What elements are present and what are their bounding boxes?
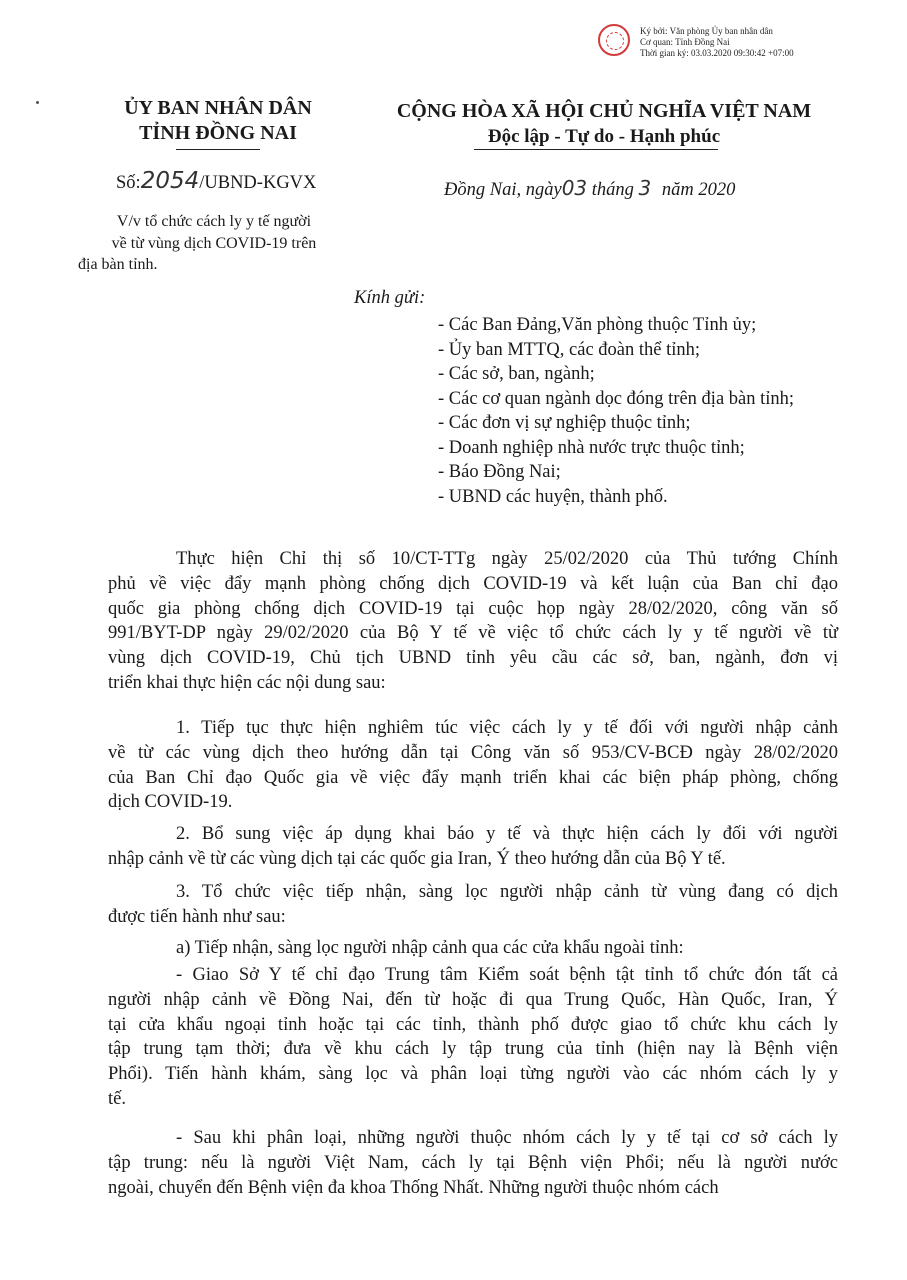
recipient-item: - Các đơn vị sự nghiệp thuộc tỉnh; — [438, 413, 691, 433]
item-3a-paragraph-2 — [108, 1126, 838, 1200]
signature-seal-icon — [598, 24, 630, 56]
text-line: 991/BYT-DP ngày 29/02/2020 của Bộ Y tế về việc tổ chức cách ly y tế người về từ — [108, 623, 838, 644]
text-line: của Ban Chỉ đạo Quốc gia về việc đẩy mạnh triển khai các biện pháp phòng, chống — [108, 767, 838, 788]
text-line: Thực hiện Chỉ thị số 10/CT-TTg ngày 25/02/2020 của Thủ tướng Chính — [176, 549, 838, 569]
signature-time: Thời gian ký: 03.03.2020 09:30:42 +07:00 — [640, 48, 794, 58]
text-line: nhập cảnh về từ các vùng dịch tại các quốc gia Iran, Ý theo hướng dẫn của Bộ Y tế. — [108, 848, 726, 869]
subject-line-1: V/v tổ chức cách ly y tế người — [116, 213, 312, 230]
document-date — [444, 176, 735, 201]
text-line: dịch COVID-19. — [108, 792, 233, 813]
org-line-2: TỈNH ĐỒNG NAI — [139, 122, 297, 144]
text-line: tập trung: nếu là người Việt Nam, cách ly tại Bệnh viện Phổi; nếu là người nước — [108, 1152, 838, 1173]
text-line: được tiến hành như sau: — [108, 906, 286, 927]
text-line: người nhập cảnh về Đồng Nai, đến từ hoặc đi qua Trung Quốc, Hàn Quốc, Iran, Ý — [108, 989, 838, 1010]
recipient-item: - Các Ban Đảng,Văn phòng thuộc Tỉnh ủy; — [438, 315, 757, 335]
number-suffix: /UBND-KGVX — [199, 173, 317, 193]
intro-paragraph — [108, 547, 838, 696]
date-place: Đồng Nai, ngày — [444, 180, 562, 200]
text-line: tại cửa khẩu ngoại tỉnh hoặc tại các tỉnh, thành phố được giao tổ chức khu cách ly — [108, 1014, 838, 1035]
text-line: 2. Bổ sung việc áp dụng khai báo y tế và thực hiện cách ly đối với người — [176, 824, 838, 844]
item-3a-heading — [108, 936, 838, 961]
text-line: tập trung tạm thời; đưa về khu cách ly tập trung của tỉnh (hiện nay là Bệnh viện — [108, 1039, 838, 1060]
recipient-item: - Ủy ban MTTQ, các đoàn thể tỉnh; — [438, 339, 701, 360]
document-subject — [74, 211, 354, 276]
text-line: 3. Tổ chức việc tiếp nhận, sàng lọc người nhập cảnh từ vùng đang có dịch — [176, 882, 838, 902]
date-year: năm 2020 — [661, 180, 736, 200]
text-line: quốc gia phòng chống dịch COVID-19 tại cuộc họp ngày 28/02/2020, công văn số — [108, 598, 838, 619]
text-line: 1. Tiếp tục thực hiện nghiêm túc việc cách ly y tế đối với người nhập cảnh — [176, 718, 838, 738]
subject-line-2: về từ vùng dịch COVID-19 trên — [111, 234, 317, 252]
recipient-item: - Các cơ quan ngành dọc đóng trên địa bàn tỉnh; — [438, 388, 795, 409]
text-line: Phổi). Tiến hành khám, sàng lọc và phân loại từng người vào các nhóm cách ly y — [108, 1064, 838, 1085]
text-line: phủ về việc đẩy mạnh phòng chống dịch COVID-19 và kết luận của Ban chỉ đạo — [108, 573, 838, 594]
nation-name: CỘNG HÒA XÃ HỘI CHỦ NGHĨA VIỆT NAM — [396, 100, 812, 122]
signed-by: Ký bởi: Văn phòng Ủy ban nhân dân — [640, 26, 773, 36]
org-underline — [176, 149, 260, 150]
national-title — [364, 98, 844, 150]
text-line: vùng dịch COVID-19, Chủ tịch UBND tỉnh yêu cầu các sở, ban, ngành, đơn vị — [108, 648, 838, 669]
text-line: về từ các vùng dịch theo hướng dẫn tại Công văn số 953/CV-BCĐ ngày 28/02/2020 — [108, 742, 838, 763]
text-line: a) Tiếp nhận, sàng lọc người nhập cảnh qua các cửa khẩu ngoài tỉnh: — [176, 938, 684, 958]
scan-speck — [36, 101, 39, 104]
text-line: - Sau khi phân loại, những người thuộc nhóm cách ly y tế tại cơ sở cách ly — [176, 1128, 838, 1148]
recipient-item: - Doanh nghiệp nhà nước trực thuộc tỉnh; — [438, 437, 745, 458]
subject-line-3: địa bàn tỉnh. — [78, 256, 158, 273]
recipient-item: - Các sở, ban, ngành; — [438, 364, 595, 384]
recipients-label: Kính gửi: — [354, 288, 426, 308]
digital-signature-info — [640, 26, 794, 59]
text-line: ngoài, chuyển đến Bệnh viện đa khoa Thống Nhất. Những người thuộc nhóm cách — [108, 1177, 719, 1198]
number-prefix: Số: — [116, 173, 141, 193]
item-2-paragraph — [108, 822, 838, 872]
date-month-handwritten: 3 — [638, 176, 652, 200]
recipient-item: - Báo Đồng Nai; — [438, 462, 561, 482]
number-handwritten: 2054 — [140, 168, 200, 194]
issuing-organization — [98, 96, 338, 146]
text-line: tế. — [108, 1088, 126, 1109]
document-number — [116, 168, 316, 194]
text-line: triển khai thực hiện các nội dung sau: — [108, 672, 386, 693]
signature-agency: Cơ quan: Tỉnh Đồng Nai — [640, 37, 730, 47]
date-month-label: tháng — [591, 180, 634, 200]
item-1-paragraph — [108, 716, 838, 815]
recipient-item: - UBND các huyện, thành phố. — [438, 486, 668, 507]
motto-underline — [474, 149, 718, 150]
motto: Độc lập - Tự do - Hạnh phúc — [487, 126, 721, 147]
text-line: - Giao Sở Y tế chỉ đạo Trung tâm Kiểm soát bệnh tật tỉnh tổ chức đón tất cả — [176, 965, 838, 985]
org-line-1: ỦY BAN NHÂN DÂN — [124, 97, 312, 119]
item-3a-paragraph-1 — [108, 963, 838, 1112]
date-day-handwritten: 03 — [561, 176, 588, 200]
item-3-paragraph — [108, 880, 838, 930]
recipient-list — [438, 313, 858, 509]
